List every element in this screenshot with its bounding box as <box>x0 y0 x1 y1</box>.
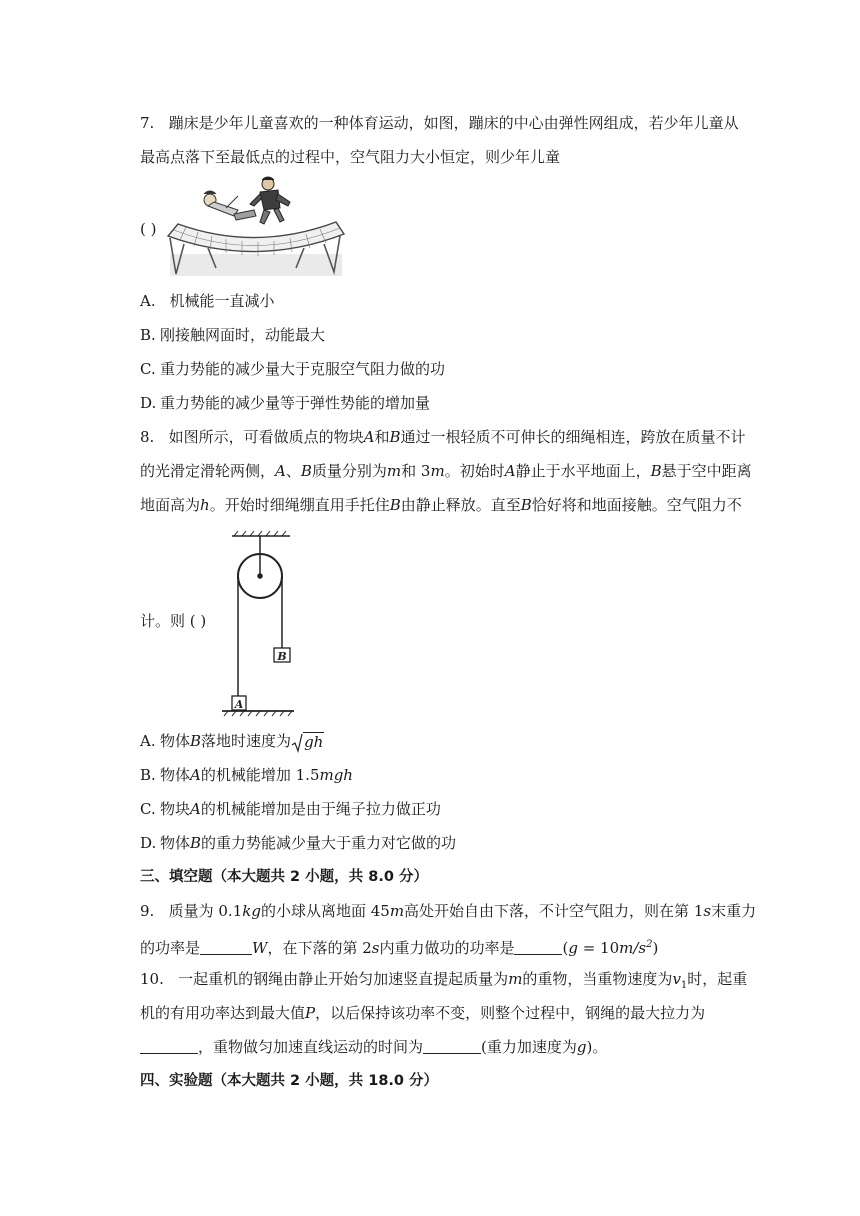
unit-s: s <box>703 902 712 920</box>
q7-option-c[interactable] <box>140 358 445 380</box>
var-b: B <box>520 496 532 514</box>
q8-text: 静止于水平地面上， <box>515 462 651 480</box>
q10-text: 一起重机的钢绳由静止开始匀加速竖直提起质量为 <box>178 970 509 988</box>
answer-blank-2[interactable] <box>514 939 562 955</box>
formula-paren: ) <box>652 939 659 957</box>
var-b: B <box>190 732 202 750</box>
section-heading-fill-in: 三、填空题（本大题共 2 小题，共 8.0 分） <box>140 869 428 885</box>
q9-text: 质量为 0.1 <box>168 902 243 920</box>
var-g: g <box>568 939 578 957</box>
q8-text: 悬于空中距离 <box>661 462 752 480</box>
sqrt-expression <box>291 731 324 753</box>
q9-text: 末重力 <box>711 902 757 920</box>
q8-line2 <box>140 460 752 482</box>
q10-text: )。 <box>586 1038 608 1056</box>
unit-kg: kg <box>242 902 261 920</box>
q9-text: 的功率是 <box>140 939 201 957</box>
option-text: 的机械能增加是由于绳子拉力做正功 <box>200 800 441 818</box>
q8-text: 、 <box>285 462 301 480</box>
q10-text: 机的有用功率达到最大值 <box>140 1004 306 1022</box>
option-text: 重力势能的减少量大于克服空气阻力做的功 <box>160 360 446 378</box>
option-text: 物块 <box>160 800 191 818</box>
q8-option-d[interactable] <box>140 832 456 854</box>
var-a: A <box>363 428 375 446</box>
q10-line2 <box>140 1002 705 1024</box>
option-letter: A. <box>140 292 156 310</box>
var-a: A <box>190 800 201 818</box>
option-text: 的重力势能减少量大于重力对它做的功 <box>201 834 457 852</box>
var-v: v <box>672 970 681 988</box>
var-b: B <box>389 428 401 446</box>
answer-blank-3[interactable] <box>140 1038 198 1054</box>
q10-text: (重力加速度为 <box>481 1038 577 1056</box>
option-text: 的机械能增加 1.5 <box>200 766 320 784</box>
q7-option-d[interactable] <box>140 392 430 414</box>
q7-stem-1: 蹦床是少年儿童喜欢的一种体育运动，如图，蹦床的中心由弹性网组成，若少年儿童从 <box>168 114 739 132</box>
q8-option-c[interactable] <box>140 798 441 820</box>
answer-blank-1[interactable] <box>200 939 252 955</box>
q8-text: 恰好将和地面接触。空气阻力不 <box>531 496 742 514</box>
q10-number: 10. <box>140 970 164 988</box>
var-h: h <box>200 496 210 514</box>
var-b: B <box>389 496 401 514</box>
answer-blank-4[interactable] <box>423 1038 481 1054</box>
option-text: 落地时速度为 <box>201 732 292 750</box>
q7-line2 <box>140 146 560 168</box>
q7-option-b[interactable] <box>140 324 325 346</box>
var-a: A <box>504 462 516 480</box>
option-letter: B. <box>140 766 156 784</box>
q7-number: 7. <box>140 114 155 132</box>
unit-s: s <box>371 939 380 957</box>
sqrt-arg: gh <box>304 733 324 751</box>
q10-text: ，以后保持该功率不变，则整个过程中，钢绳的最大拉力为 <box>315 1004 706 1022</box>
var-b: B <box>190 834 202 852</box>
option-letter: A. <box>140 732 156 750</box>
subscript: 1 <box>680 980 688 991</box>
option-text: 重力势能的减少量等于弹性势能的增加量 <box>160 394 431 412</box>
var-m: m <box>386 462 402 480</box>
q9-line2 <box>140 934 658 959</box>
q7-answer-bracket: ( ) <box>140 220 157 238</box>
q8-text: 质量分别为 <box>311 462 387 480</box>
option-letter: D. <box>140 834 157 852</box>
pulley-figure <box>220 530 300 720</box>
var-b: B <box>300 462 312 480</box>
q10-text: 时，起重 <box>687 970 748 988</box>
fig-label-a: A <box>234 698 244 711</box>
unit-ms2: m/s <box>619 939 647 957</box>
q8-text: 由静止释放。直至 <box>400 496 521 514</box>
q8-line3 <box>140 494 742 516</box>
var-b: B <box>650 462 662 480</box>
q8-text: 和 <box>374 428 390 446</box>
sqrt-icon <box>291 733 303 753</box>
var-a: A <box>190 766 201 784</box>
q7-stem-2: 最高点落下至最低点的过程中，空气阻力大小恒定，则少年儿童 <box>140 148 561 166</box>
fig-label-b: B <box>277 650 287 663</box>
q7-line1 <box>140 112 739 134</box>
var-p: P <box>305 1004 316 1022</box>
option-text: 机械能一直减小 <box>169 292 275 310</box>
option-text: 刚接触网面时，动能最大 <box>160 326 326 344</box>
q10-line3 <box>140 1036 607 1058</box>
var-m: m <box>508 970 523 988</box>
option-letter: C. <box>140 800 156 818</box>
q9-text: 内重力做功的功率是 <box>379 939 515 957</box>
q8-line1 <box>140 426 746 448</box>
q10-text: 的重物，当重物速度为 <box>522 970 673 988</box>
q9-line1 <box>140 900 756 922</box>
q8-option-b[interactable] <box>140 764 353 786</box>
trampoline-figure <box>164 172 350 282</box>
q8-text: 的光滑定滑轮两侧， <box>140 462 276 480</box>
q9-number: 9. <box>140 902 155 920</box>
option-text: 物体 <box>160 766 191 784</box>
q9-text: 的小球从离地面 45 <box>260 902 390 920</box>
option-text: 物体 <box>160 732 191 750</box>
q8-text: 地面高为 <box>140 496 201 514</box>
q8-text: 如图所示，可看做质点的物块 <box>168 428 364 446</box>
q8-text: 通过一根轻质不可伸长的细绳相连，跨放在质量不计 <box>400 428 746 446</box>
option-letter: C. <box>140 360 156 378</box>
formula-paren: ( <box>562 939 569 957</box>
var-m: m <box>430 462 445 480</box>
formula-text: = 10 <box>577 939 620 957</box>
q9-text: ，在下落的第 2 <box>267 939 372 957</box>
q8-number: 8. <box>140 428 155 446</box>
unit-w: W <box>252 939 268 957</box>
q7-option-a[interactable] <box>140 290 275 312</box>
option-text: 物体 <box>160 834 191 852</box>
q8-text: 和 3 <box>401 462 431 480</box>
option-letter: D. <box>140 394 157 412</box>
q8-text: 。初始时 <box>444 462 505 480</box>
section-heading-experiment: 四、实验题（本大题共 2 小题，共 18.0 分） <box>140 1073 439 1089</box>
q8-line4: 计。则 ( ) <box>140 612 207 630</box>
var-g: g <box>576 1038 587 1056</box>
var-mgh: mgh <box>319 766 353 784</box>
q9-text: 高处开始自由下落，不计空气阻力，则在第 1 <box>404 902 704 920</box>
unit-m: m <box>389 902 405 920</box>
q8-option-a[interactable] <box>140 730 324 753</box>
var-a: A <box>275 462 286 480</box>
q8-text: 。开始时细绳绷直用手托住 <box>209 496 390 514</box>
q10-text: ，重物做匀加速直线运动的时间为 <box>198 1038 424 1056</box>
q10-line1 <box>140 968 747 997</box>
option-letter: B. <box>140 326 156 344</box>
superscript: 2 <box>646 939 653 950</box>
